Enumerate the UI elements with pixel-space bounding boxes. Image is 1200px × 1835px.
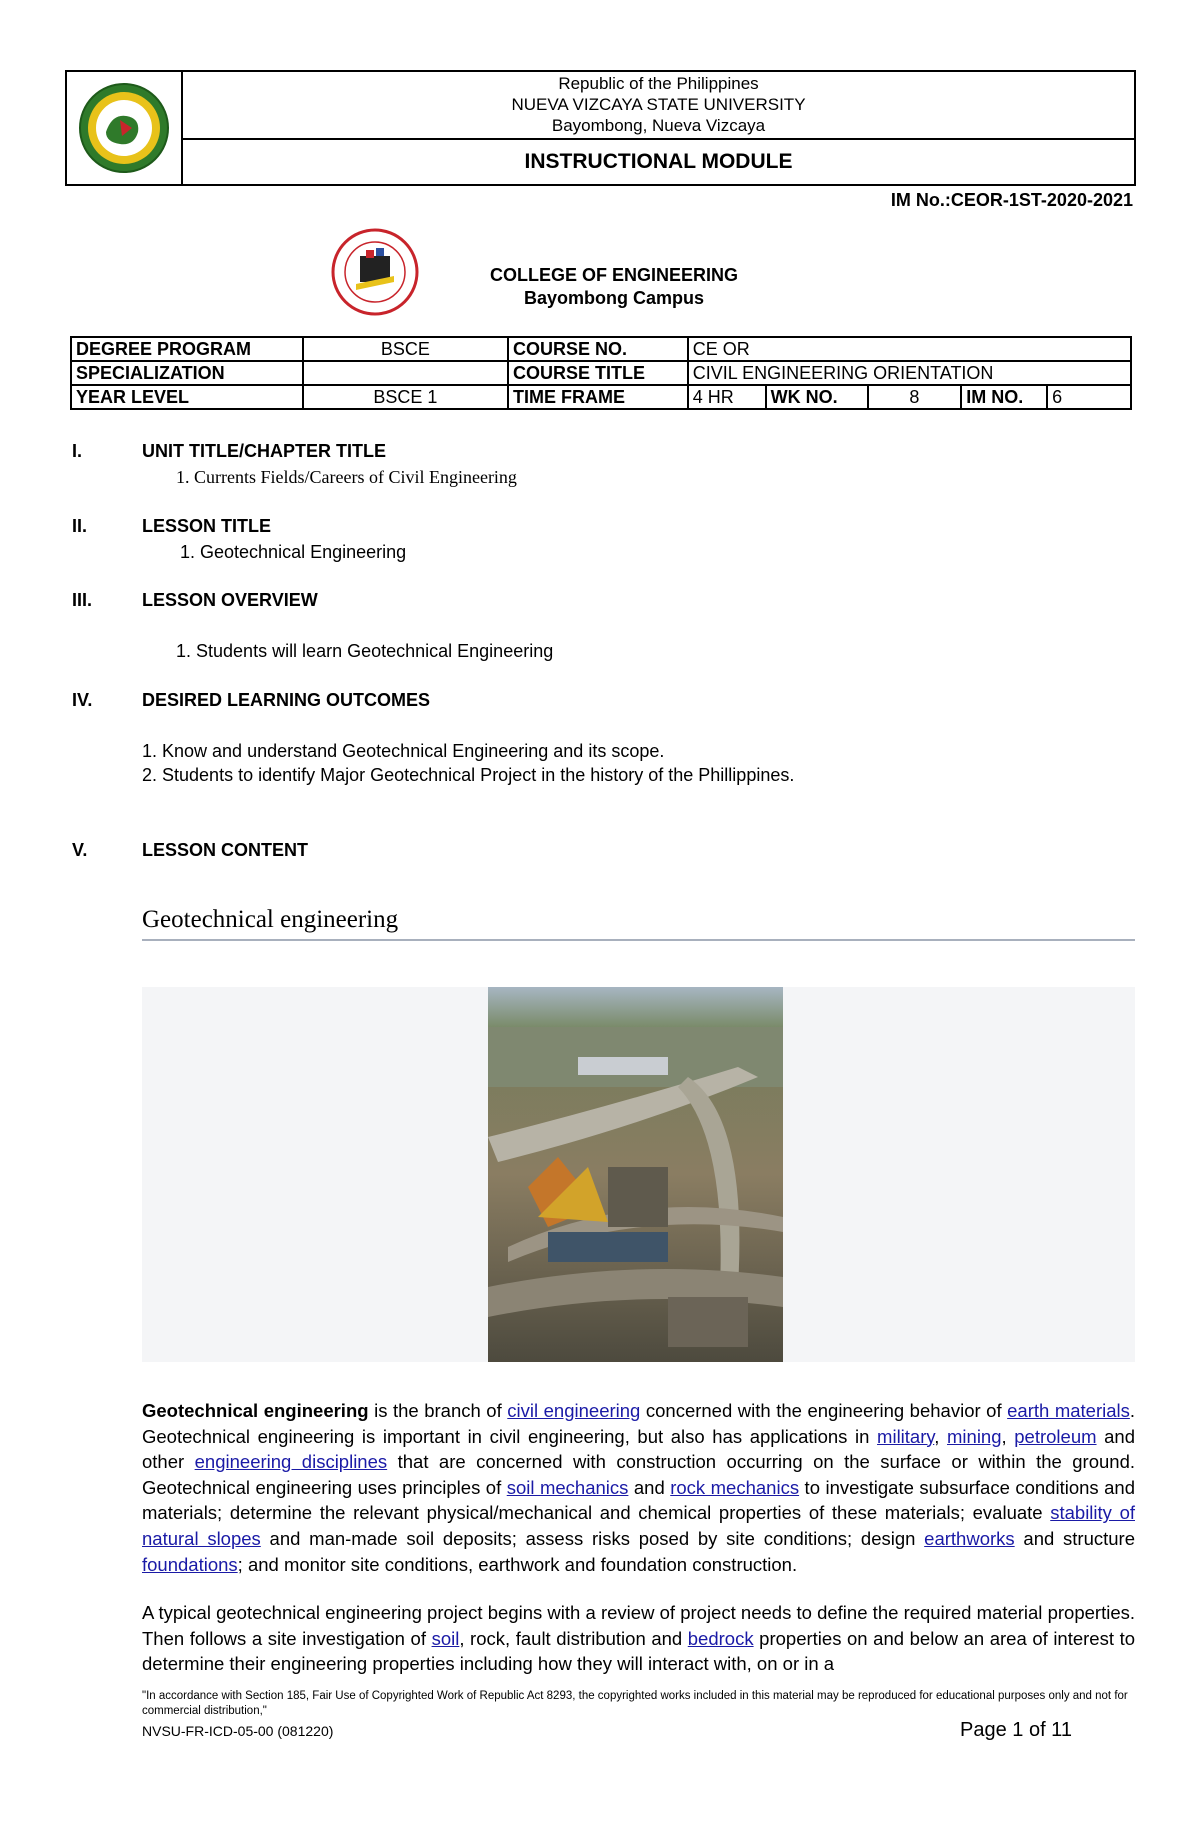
university-seal-logo (76, 80, 172, 176)
content-paragraph-1 (142, 1398, 1135, 1577)
link-civil-engineering[interactable]: civil engineering (507, 1400, 641, 1421)
text-run: A typical geotechnical engineering project begins with a review of project needs to define the required material properties. Then follows a site investigation of (142, 1602, 1135, 1649)
link-mining[interactable]: mining (947, 1425, 1002, 1447)
text-run: is the branch of (368, 1400, 508, 1421)
section-number: I. (72, 441, 83, 461)
section-title: LESSON TITLE (142, 516, 272, 536)
wk-no-label: WK NO. (766, 385, 868, 409)
college-name: COLLEGE OF ENGINEERING (489, 265, 739, 285)
degree-program-value: BSCE (303, 337, 508, 361)
page-number: Page 1 of 11 (960, 1719, 1072, 1741)
text-run: and other (142, 1425, 1136, 1473)
text-run: . Geotechnical engineering is important in civil engineering, but also has applications in (142, 1400, 1136, 1447)
text-run: , (1001, 1425, 1015, 1447)
text-run: ; and monitor site conditions, earthwork and foundation construction. (237, 1553, 798, 1575)
link-petroleum[interactable]: petroleum (1014, 1425, 1097, 1447)
link-earth-materials[interactable]: earth materials (1007, 1400, 1130, 1421)
link-stability-of-natural-slopes[interactable]: stability of natural slopes (142, 1502, 1135, 1549)
table-row (71, 385, 1131, 409)
text-run: and structure (1014, 1527, 1135, 1549)
section-title: DESIRED LEARNING OUTCOMES (142, 690, 431, 710)
list-item: 2. Students to identify Major Geotechnical Project in the history of the Phillippines. (142, 765, 795, 785)
link-soil-mechanics[interactable]: soil mechanics (506, 1476, 629, 1498)
specialization-label: SPECIALIZATION (71, 361, 303, 385)
college-campus: Bayombong Campus (523, 288, 705, 308)
copyright-note: "In accordance with Section 185, Fair Use of Copyrighted Work of Republic Act 8293, the copyrighted works included in this material may be reproduced for educational purposes only and not for commercial distribution," (142, 1690, 1128, 1717)
college-of-engineering-logo (330, 226, 450, 316)
im-no-label: IM NO. (961, 385, 1047, 409)
time-frame-label: TIME FRAME (508, 385, 688, 409)
text-run: and (628, 1476, 671, 1498)
section-unit-title (72, 441, 386, 462)
section-number: IV. (72, 690, 93, 710)
specialization-value (303, 361, 508, 385)
text-run: to investigate subsurface conditions and materials; determine the relevant physical/mechanical and chemical properties of these materials; evaluate (142, 1476, 1136, 1524)
section-number: III. (72, 590, 93, 610)
university-name: NUEVA VIZCAYA STATE UNIVERSITY (511, 95, 806, 114)
table-row (71, 361, 1131, 385)
year-level-label: YEAR LEVEL (71, 385, 303, 409)
header-title-block (183, 72, 1134, 140)
list-item: 1. Geotechnical Engineering (180, 542, 407, 562)
geotechnical-project-photo (488, 987, 783, 1362)
time-frame-value: 4 HR (688, 385, 766, 409)
text-run: properties on and below an area of interest to determine their engineering properties including how they will interact with, on or in a (142, 1627, 1136, 1675)
list-item: 1. Know and understand Geotechnical Engineering and its scope. (142, 741, 665, 761)
section-learning-outcomes (72, 690, 430, 711)
link-soil[interactable]: soil (431, 1627, 460, 1649)
section-title: LESSON CONTENT (142, 840, 309, 860)
section-lesson-content (72, 840, 308, 861)
list-item: 1. Students will learn Geotechnical Engineering (176, 641, 554, 661)
content-heading: Geotechnical engineering (142, 906, 399, 933)
content-paragraph-2 (142, 1600, 1135, 1677)
table-row (71, 337, 1131, 361)
wk-no-value: 8 (868, 385, 962, 409)
section-title: UNIT TITLE/CHAPTER TITLE (142, 441, 386, 461)
im-no-value: 6 (1047, 385, 1131, 409)
university-address: Bayombong, Nueva Vizcaya (551, 116, 766, 135)
document-header (65, 70, 1136, 186)
republic-line: Republic of the Philippines (558, 74, 759, 93)
text-run: , (934, 1425, 948, 1447)
link-rock-mechanics[interactable]: rock mechanics (670, 1476, 800, 1498)
text-run: and man-made soil deposits; assess risks posed by site conditions; design (260, 1527, 925, 1549)
course-info-table (70, 336, 1132, 410)
section-number: II. (72, 516, 88, 536)
college-block (330, 226, 870, 316)
link-foundations[interactable]: foundations (142, 1553, 238, 1575)
course-title-value: CIVIL ENGINEERING ORIENTATION (688, 361, 1131, 385)
section-lesson-overview (72, 590, 318, 611)
im-number: IM No.:CEOR-1ST-2020-2021 (890, 190, 1133, 210)
section-lesson-title (72, 516, 271, 537)
text-run: , rock, fault distribution and (459, 1627, 688, 1649)
course-title-label: COURSE TITLE (508, 361, 688, 385)
link-bedrock[interactable]: bedrock (687, 1627, 754, 1649)
module-type: INSTRUCTIONAL MODULE (524, 150, 793, 173)
link-earthworks[interactable]: earthworks (924, 1527, 1015, 1549)
university-logo-cell (67, 72, 183, 184)
course-no-label: COURSE NO. (508, 337, 688, 361)
heading-underline (142, 939, 1135, 941)
link-engineering-disciplines[interactable]: engineering disciplines (194, 1451, 388, 1473)
term-bold: Geotechnical engineering (142, 1400, 369, 1421)
form-code: NVSU-FR-ICD-05-00 (081220) (142, 1723, 334, 1739)
course-no-value: CE OR (688, 337, 1131, 361)
degree-program-label: DEGREE PROGRAM (71, 337, 303, 361)
section-title: LESSON OVERVIEW (142, 590, 318, 610)
section-number: V. (72, 840, 88, 860)
text-run: that are concerned with construction occurring on the surface or within the ground. Geotechnical engineering uses principles of (142, 1451, 1135, 1498)
list-item: 1. Currents Fields/Careers of Civil Engineering (176, 467, 517, 487)
text-run: concerned with the engineering behavior of (640, 1400, 1008, 1421)
link-military[interactable]: military (877, 1425, 935, 1447)
year-level-value: BSCE 1 (303, 385, 508, 409)
